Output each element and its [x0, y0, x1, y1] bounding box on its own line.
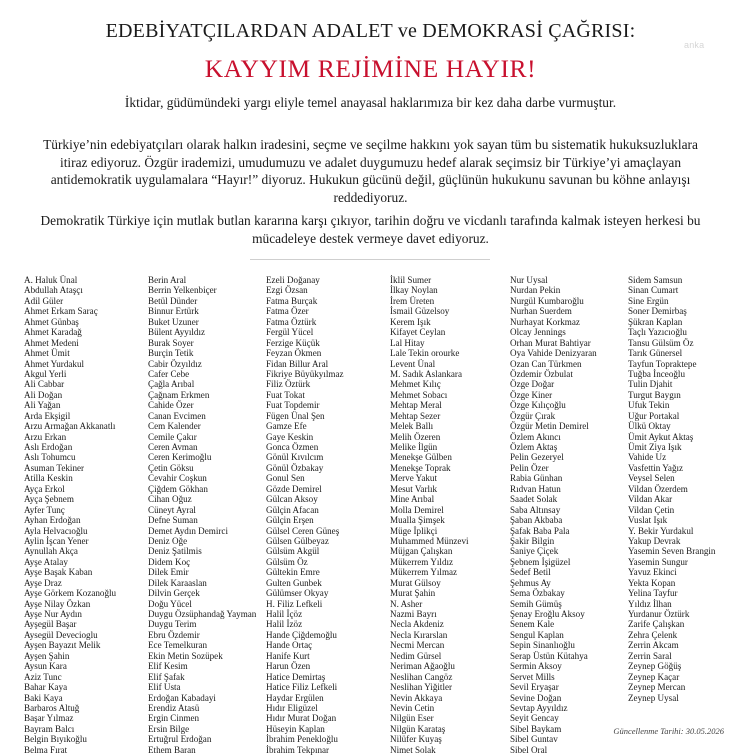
- signatory-name: Çiğdem Gökhan: [148, 483, 208, 494]
- signatory-name: Turgut Baygın: [628, 389, 681, 400]
- signatory-name: Levent Ünal: [390, 358, 436, 369]
- signatory-name: Ayşe Nilay Özkan: [24, 598, 91, 609]
- signatory-name: Saniye Çiçek: [510, 546, 559, 557]
- signatory-column-2: [148, 275, 256, 755]
- signatory-name: Ufuk Tekin: [628, 400, 670, 411]
- signatory-name: Özge Kiner: [510, 389, 553, 400]
- signatory-name: Fatma Burçak: [266, 295, 318, 306]
- signatory-name: Cevahir Coşkun: [148, 473, 207, 484]
- signatory-name: Barbaros Altuğ: [24, 702, 80, 713]
- signatory-name: Tansu Gülsüm Öz: [628, 337, 694, 348]
- statement-paragraph-3: Demokratik Türkiye için mutlak butlan kararına karşı çıkıyor, tarihin doğru ve vicdanlı tarafında kalmak isteyen herkesi bu mücadeleye destek vermeye davet ediyoruz.: [40, 213, 701, 246]
- signatory-name: Tulin Djahit: [628, 379, 673, 390]
- signatory-name: Demet Aydın Demirci: [148, 525, 228, 536]
- signatory-name: Nilgün Eser: [390, 713, 434, 724]
- signatory-name: Haydar Ergülen: [266, 692, 324, 703]
- signatory-name: Ersin Bilge: [148, 723, 190, 734]
- signatory-name: Hıdır Eligüzel: [266, 702, 318, 713]
- signatory-name: Berrin Yelkenbiçer: [148, 285, 217, 296]
- signatory-name: Melih Özeren: [390, 431, 441, 442]
- signatory-name: Taçlı Yazıcıoğlu: [628, 327, 687, 338]
- signatory-name: Fuat Topdemir: [266, 400, 320, 411]
- signatory-name: Arda Ekşigil: [24, 410, 71, 421]
- signatory-name: Vasfettin Yağız: [628, 462, 684, 473]
- signatory-name: Vildan Akar: [628, 494, 673, 505]
- signatory-name: Fatma Öztürk: [266, 316, 317, 327]
- signatory-name: Yavuz Ekinci: [628, 567, 677, 578]
- signatory-column-5: [510, 275, 597, 755]
- page-subtitle: KAYYIM REJİMİNE HAYIR!: [204, 54, 537, 83]
- signatory-name: Sedef Betil: [510, 567, 551, 578]
- signatory-name: Dilvin Gerçek: [148, 588, 200, 599]
- signatory-name: Dilek Karaaslan: [148, 577, 207, 588]
- signatory-name: Mehtap Meral: [390, 400, 442, 411]
- signatory-name: Ümit Ziya Işık: [628, 442, 682, 452]
- signatory-name: Berin Aral: [148, 275, 187, 285]
- signatory-name: Betül Dünder: [148, 295, 198, 306]
- signatory-name: Özlem Akıncı: [510, 431, 561, 442]
- signatory-name: Belma Fırat: [24, 744, 68, 755]
- signatory-name: Menekşe Toprak: [390, 462, 451, 473]
- signatory-name: Nevin Cetin: [390, 702, 435, 713]
- signatory-name: Özlem Aktaş: [510, 442, 558, 452]
- signatory-name: Tayfun Topraktepe: [628, 358, 697, 369]
- signatory-name: N. Asher: [390, 598, 423, 609]
- signatory-name: Sidem Samsun: [628, 275, 683, 285]
- signatory-name: Çağnam Erkmen: [148, 389, 210, 400]
- signatory-name: Hatice Filiz Lefkeli: [266, 682, 338, 693]
- signatory-name: Aslı Tohumcu: [24, 452, 76, 463]
- signatory-name: Lale Tekin orourke: [390, 348, 460, 359]
- update-date: Güncellenme Tarihi: 30.05.2026: [613, 726, 724, 736]
- signatory-name: Cemile Çakır: [148, 431, 197, 442]
- signatory-name: Canan Evcimen: [148, 410, 206, 421]
- signatory-name: Adil Güler: [24, 295, 64, 306]
- signatory-name: Fikriye Büyükyılmaz: [266, 368, 344, 379]
- signatory-column-6: [628, 275, 715, 703]
- signatory-name: Saadet Solak: [510, 494, 558, 505]
- signatory-name: Zerrin Saral: [628, 650, 672, 661]
- signatory-name: Sengul Kaplan: [510, 629, 564, 640]
- signatory-name: Ayşen Şahin: [24, 650, 70, 661]
- signatory-name: Doğu Yücel: [148, 598, 192, 609]
- signatory-name: Sine Ergün: [628, 295, 669, 306]
- signatory-name: Servet Mills: [510, 671, 555, 682]
- signatory-name: Fatma Özer: [266, 306, 309, 317]
- signatory-name: Neriman Ağaoğlu: [390, 661, 455, 672]
- signatory-name: Belgin Bıyıkoğlu: [24, 734, 87, 745]
- signatory-name: Filiz Öztürk: [266, 379, 311, 390]
- signatory-name: Neslihan Cangöz: [390, 671, 453, 682]
- signatory-name: Ayşe Başak Kaban: [24, 567, 93, 578]
- signatory-name: Ayça Erkol: [24, 483, 65, 494]
- signatory-name: Erendiz Atasü: [148, 702, 200, 713]
- signatory-name: A. Haluk Ünal: [24, 275, 78, 285]
- signatory-name: Molla Demirel: [390, 504, 444, 515]
- signatory-name: Ayşe Atalay: [24, 556, 68, 567]
- signatory-name: Atilla Keskin: [24, 473, 73, 484]
- signatory-name: Bülent Ayyıldız: [148, 327, 206, 338]
- signatory-name: Sibel Baykam: [510, 723, 562, 734]
- signatory-name: Kifayet Ceylan: [390, 327, 446, 338]
- signatory-name: Fuat Tokat: [266, 389, 305, 400]
- signatory-name: Ayşegül Başar: [24, 619, 77, 630]
- signatory-name: Aynullah Akça: [24, 546, 78, 557]
- signatory-name: Yurdanur Öztürk: [628, 609, 690, 619]
- signatory-name: Yekta Kopan: [628, 577, 676, 588]
- signatory-name: Necla Kırarslan: [390, 629, 448, 640]
- signatory-name: Feyzan Ökmen: [266, 348, 322, 359]
- signatory-name: Fidan Billur Aral: [266, 358, 329, 369]
- signatory-name: Aysegül Devecioglu: [24, 629, 98, 640]
- signatory-name: Nimet Solak: [390, 744, 436, 755]
- signatory-name: Aylin İşcan Yener: [24, 535, 89, 546]
- signatory-name: Çağla Arıbal: [148, 379, 195, 390]
- signatory-name: Hıdır Murat Doğan: [266, 713, 337, 724]
- signatory-column-1: [24, 275, 116, 755]
- signatory-column-3: [266, 275, 344, 755]
- signatory-name: Kerem Işık: [390, 316, 431, 327]
- signatory-name: Gülçin Afacan: [266, 504, 319, 515]
- signatory-name: Gültekin Emre: [266, 567, 320, 578]
- signatory-name: Elif Usta: [148, 682, 181, 693]
- signatory-name: Mehtap Sezer: [390, 410, 441, 421]
- signatory-name: H. Filiz Lefkeli: [266, 598, 323, 609]
- signatory-name: Ülkü Oktay: [628, 421, 671, 432]
- signatory-name: Müjgan Çalışkan: [390, 546, 453, 557]
- signatory-name: Seyit Gencay: [510, 713, 559, 724]
- signatory-name: Hande Ortaç: [266, 640, 313, 651]
- signatory-name: Fergül Yücel: [266, 327, 314, 338]
- signatory-name: Zarife Çalışkan: [628, 619, 685, 630]
- signatory-name: Ferzige Küçük: [266, 337, 320, 348]
- signatory-name: Zerrin Akcam: [628, 640, 679, 651]
- statement-paragraph-1: İktidar, güdümündeki yargı eliyle temel anayasal haklarımıza bir kez daha darbe vurmuştur.: [124, 95, 617, 110]
- signatory-name: Rıdvan Hatun: [510, 483, 561, 494]
- signatory-name: Ayhan Erdoğan: [24, 515, 81, 526]
- signatory-name: Duygu Terim: [148, 619, 197, 630]
- signatory-name: Murat Şahin: [390, 588, 436, 599]
- signatory-name: Defne Suman: [148, 515, 198, 526]
- signatory-name: Şehmus Ay: [510, 577, 551, 588]
- signatory-name: Zeynep Kaçar: [628, 671, 680, 682]
- signatory-name: Cabir Özyıldız: [148, 358, 202, 369]
- signatory-name: Ayla Helvacıoğlu: [24, 525, 88, 536]
- signatory-name: Sema Özbakay: [510, 588, 565, 599]
- signatory-name: Mesut Varlık: [390, 483, 438, 494]
- signatory-name: Nurgül Kumbaroğlu: [510, 295, 584, 306]
- signatory-name: Muhammed Münzevi: [390, 535, 469, 546]
- signatory-name: Fügen Ünal Şen: [266, 410, 325, 421]
- signatory-name: Semih Gümüş: [510, 598, 562, 609]
- signatory-name: Ebru Özdemir: [148, 629, 200, 640]
- signatory-name: Özgür Çırak: [510, 410, 556, 421]
- signatory-name: Şafak Baba Pala: [510, 525, 570, 536]
- signatory-name: Zeynep Mercan: [628, 682, 686, 693]
- signatory-name: Pelin Gezeryel: [510, 452, 564, 463]
- signatory-name: Gülsüm Öz: [266, 556, 308, 567]
- signatory-name: Ahmet Erkam Saraç: [24, 306, 98, 317]
- signatory-name: Özge Kılıçoğlu: [510, 400, 566, 411]
- signatory-name: Lal Hitay: [390, 337, 425, 348]
- signatory-name: Şaban Akbaba: [510, 515, 563, 526]
- signatory-name: Vildan Çetin: [628, 504, 675, 515]
- signatory-name: Duygu Özsüphandağ Yayman: [148, 609, 257, 619]
- signatory-name: Saba Altınsay: [510, 504, 561, 515]
- signatory-name: Nedim Gürsel: [390, 650, 442, 661]
- signatory-name: Hanife Kurt: [266, 650, 310, 661]
- signatory-name: Başar Yılmaz: [24, 713, 74, 724]
- signatory-name: Ceren Avman: [148, 442, 198, 452]
- signatory-name: Hatice Demirtaş: [266, 671, 326, 682]
- signatory-name: Gaye Keskin: [266, 431, 314, 442]
- signatory-name: Ümit Aykut Aktaş: [628, 431, 694, 442]
- signatory-name: İklil Sumer: [390, 275, 432, 285]
- signatory-name: Necmi Mercan: [390, 640, 445, 651]
- signatory-name: Ali Cabbar: [24, 379, 65, 390]
- signatory-name: Gonca Özmen: [266, 442, 319, 452]
- signatory-name: Aziz Tunc: [24, 671, 62, 682]
- signatory-name: Hande Çiğdemoğlu: [266, 629, 337, 640]
- signatory-name: Gönül Özbakay: [266, 462, 324, 473]
- signatory-name: Gülsüm Akgül: [266, 546, 320, 557]
- signatory-name: Ezgi Özsan: [266, 285, 308, 296]
- signatory-name: Cem Kalender: [148, 421, 201, 432]
- watermark-logo: anka: [684, 40, 705, 50]
- signatory-name: Mehmet Kılıç: [390, 379, 441, 390]
- signatory-name: Necla Akdeniz: [390, 619, 444, 630]
- signatory-name: Ayşe Nur Aydın: [24, 609, 82, 619]
- signatory-name: Ali Doğan: [24, 389, 63, 400]
- signatory-name: Aslı Erdoğan: [24, 442, 73, 452]
- signatory-name: Nurdan Pekin: [510, 285, 561, 296]
- signatory-name: Cihan Oğuz: [148, 494, 192, 505]
- signatory-name: Vildan Özerdem: [628, 483, 688, 494]
- signatory-name: Elif Şafak: [148, 671, 185, 682]
- signatory-name: Ahmet Yurdakul: [24, 358, 85, 369]
- signatory-name: Gülcan Aksoy: [266, 494, 318, 505]
- signatory-name: Mine Arıbal: [390, 494, 435, 505]
- signatory-name: Nilüfer Kuyaş: [390, 734, 442, 745]
- signatory-name: Binnur Ertürk: [148, 306, 199, 317]
- signatory-name: Ayfer Tunç: [24, 504, 65, 515]
- signatory-name: Serap Üstün Kütahya: [510, 650, 588, 661]
- signatory-name: Deniz Şatilmis: [148, 546, 202, 557]
- signatory-name: Ahmet Karadağ: [24, 327, 82, 338]
- signatory-name: Ayşe Görkem Kozanoğlu: [24, 588, 117, 599]
- signatory-name: Ahmet Medeni: [24, 337, 79, 348]
- signatory-name: Sevil Eryaşar: [510, 682, 559, 693]
- signatory-name: Halil İçöz: [266, 609, 303, 619]
- signatory-name: Erdoğan Kabadayi: [148, 692, 216, 703]
- signatory-name: Ethem Baran: [148, 744, 196, 755]
- signatory-name: Burçin Tetik: [148, 348, 194, 359]
- signatory-name: İsmail Güzelsoy: [390, 306, 450, 317]
- page-title: EDEBİYATÇILARDAN ADALET ve DEMOKRASİ ÇAĞRISI:: [105, 20, 636, 42]
- signatory-name: Cahide Özer: [148, 400, 194, 411]
- signatory-name: Gönül Kıvılcım: [266, 452, 324, 463]
- signatory-name: Menekşe Gülben: [390, 452, 452, 463]
- signatory-name: Harun Özen: [266, 661, 311, 672]
- signatory-name: Gözde Demirel: [266, 483, 322, 494]
- signatory-name: İrem Üreten: [390, 295, 435, 306]
- signatory-name: Mualla Şimşek: [390, 515, 445, 526]
- signatory-name: Şakir Bilgin: [510, 535, 555, 546]
- statement-paragraph-2: Türkiye’nin edebiyatçıları olarak halkın iradesini, seçme ve seçilme hakkını yok sayan tüm bu sistematik hukuksuzluklara itiraz ediyoruz. Özgür irademizi, umudumuzu ve adalet duygumuzu hedef alarak seçimsiz bir Türkiye’yi amaçlayan antidemokratik uygulamalara “Hayır!” diyoruz. Hukukun gücünü değil, güçlünün hukukunu savunan bu köhne anlayışı reddediyoruz.: [43, 137, 698, 205]
- signatory-name: Gülsel Ceren Güneş: [266, 525, 340, 536]
- signatory-name: Sibel Oral: [510, 744, 548, 755]
- signatory-name: Arzu Erkan: [24, 431, 67, 442]
- signatory-name: Ozan Can Türkmen: [510, 358, 582, 369]
- signatory-name: Şükran Kaplan: [628, 316, 683, 327]
- signatory-name: Ceren Kerimoğlu: [148, 452, 212, 463]
- signatory-name: Baki Kaya: [24, 692, 63, 703]
- signatory-name: Melek Ballı: [390, 421, 434, 432]
- signatory-name: Nilgün Karataş: [390, 723, 446, 734]
- signatory-name: Nurhan Suerdem: [510, 306, 572, 317]
- signatory-name: Murat Gülsoy: [390, 577, 441, 588]
- signatory-name: Cafer Cebe: [148, 368, 190, 379]
- signatory-name: Bayram Balcı: [24, 723, 75, 734]
- signatory-name: Nur Uysal: [510, 275, 548, 285]
- signatory-name: M. Sadık Aslankara: [390, 368, 462, 379]
- signatory-name: Dilek Emir: [148, 567, 189, 578]
- signatory-name: Gülümser Okyay: [266, 588, 329, 599]
- signatory-name: Nazmi Bayrı: [390, 609, 437, 619]
- signatory-name: Zehra Çelenk: [628, 629, 678, 640]
- signatory-name: İbrahim Penekloğlu: [266, 734, 338, 745]
- signatory-name: Gamze Efe: [266, 421, 307, 432]
- signatory-name: Yıldız İlhan: [628, 598, 672, 609]
- signatory-name: Cüneyt Ayral: [148, 504, 196, 515]
- signatory-name: Nevin Akkaya: [390, 692, 443, 703]
- signatory-name: Gülçin Erşen: [266, 515, 314, 526]
- signatory-name: Tuğba İnceoğlu: [628, 368, 686, 379]
- signatory-name: Yasemin Sungur: [628, 556, 688, 567]
- signatory-name: Neslihan Yiğitler: [390, 682, 453, 693]
- signatory-name: Mehmet Sobacı: [390, 389, 448, 400]
- signatory-name: Halil İzöz: [266, 619, 303, 630]
- signatory-name: Pelin Özer: [510, 462, 549, 473]
- signatory-name: İlkay Noylan: [390, 285, 438, 296]
- signatory-name: Rabia Günhan: [510, 473, 563, 484]
- signatory-name: İbrahim Tekpınar: [266, 744, 330, 755]
- signatory-name: Orhan Murat Bahtiyar: [510, 337, 591, 348]
- signatory-name: Vahide Uz: [628, 452, 667, 463]
- signatory-name: Melike İlgün: [390, 442, 438, 452]
- signatory-name: Mükerrem Yılmaz: [390, 567, 458, 578]
- signatory-name: Gülsen Gülbeyaz: [266, 535, 329, 546]
- signatory-name: Yelina Tayfur: [628, 588, 678, 599]
- signatory-name: Didem Koç: [148, 556, 191, 567]
- signatory-name: Gulten Gunbek: [266, 577, 322, 588]
- signatory-name: Tarık Günersel: [628, 348, 683, 359]
- signatory-name: Elif Kesim: [148, 661, 188, 672]
- signatory-name: Sibel Guntav: [510, 734, 558, 745]
- signatory-name: Sevtap Ayyıldız: [510, 702, 568, 713]
- signatory-name: Ahmet Ümit: [24, 348, 70, 359]
- signatory-name: Burak Soyer: [148, 337, 194, 348]
- signatory-name: Uğur Portakal: [628, 410, 680, 421]
- signatory-name: Nurhayat Korkmaz: [510, 316, 580, 327]
- signatory-name: Buket Uzuner: [148, 316, 199, 327]
- signatory-name: Zeynep Uysal: [628, 692, 679, 703]
- signatory-name: Aysun Kara: [24, 661, 67, 672]
- signatory-name: Sinan Cumart: [628, 285, 679, 296]
- signatory-name: Özgür Metin Demirel: [510, 421, 589, 432]
- signatory-name: Yakup Devrak: [628, 535, 681, 546]
- signatory-name: Ayça Şebnem: [24, 494, 74, 505]
- signatory-name: Deniz Oğe: [148, 535, 188, 546]
- signatory-name: Sepin Sinanlıoğlu: [510, 640, 575, 651]
- signatory-name: Ali Yağan: [24, 400, 61, 411]
- signatory-name: Ahmet Günbaş: [24, 316, 79, 327]
- signatory-name: Abdullah Ataşçı: [24, 285, 83, 296]
- signatory-name: Y. Bekir Yurdakul: [628, 525, 694, 536]
- signatory-name: Gonul Sen: [266, 473, 305, 484]
- signatory-name: Oya Vahide Denizyaran: [510, 348, 597, 359]
- signatory-name: Vuslat Işık: [628, 515, 668, 526]
- signatory-name: Senem Kale: [510, 619, 555, 630]
- signatory-name: Ekin Metin Sozüpek: [148, 650, 223, 661]
- section-divider: [250, 259, 490, 260]
- signatory-name: Arzu Armağan Akkanatlı: [24, 421, 116, 432]
- signatory-name: Müge İplikçi: [390, 525, 438, 536]
- signatory-name: Mükerrem Yıldız: [390, 556, 454, 567]
- signatory-name: Akgul Yerli: [24, 368, 67, 379]
- signatory-name: Merve Yakut: [390, 473, 437, 484]
- signatory-name: Ezeli Doğanay: [266, 275, 320, 285]
- signatory-name: Bahar Kaya: [24, 682, 68, 693]
- signatory-name: Ayşe Draz: [24, 577, 62, 588]
- signatory-name: Zeynep Göğüş: [628, 661, 682, 672]
- signatory-name: Olcay Jennings: [510, 327, 566, 338]
- signatory-name: Sevine Doğan: [510, 692, 562, 703]
- signatory-name: Özdemir Özbulat: [510, 368, 573, 379]
- signatory-column-4: [390, 275, 469, 755]
- signatory-name: Şenay Eroğlu Aksoy: [510, 609, 585, 619]
- signatory-name: Soner Demirbaş: [628, 306, 687, 317]
- signatory-name: Veysel Selen: [628, 473, 675, 484]
- signatory-name: Çetin Göksu: [148, 462, 194, 473]
- signatory-name: Özge Doğar: [510, 379, 555, 390]
- signatory-name: Ece Temelkuran: [148, 640, 208, 651]
- signatory-name: Yasemin Seven Brangin: [628, 546, 716, 557]
- signatory-name: Hüseyin Kaplan: [266, 723, 325, 734]
- signatory-name: Ergin Cinmen: [148, 713, 200, 724]
- signatory-name: Ertuğrul Erdoğan: [148, 734, 212, 745]
- signatory-name: Sermin Aksoy: [510, 661, 562, 672]
- signatory-name: Asuman Tekiner: [24, 462, 85, 473]
- signatory-name: Şebnem İşigüzel: [510, 556, 571, 567]
- signatory-name: Ayşen Bayazıt Melik: [24, 640, 101, 651]
